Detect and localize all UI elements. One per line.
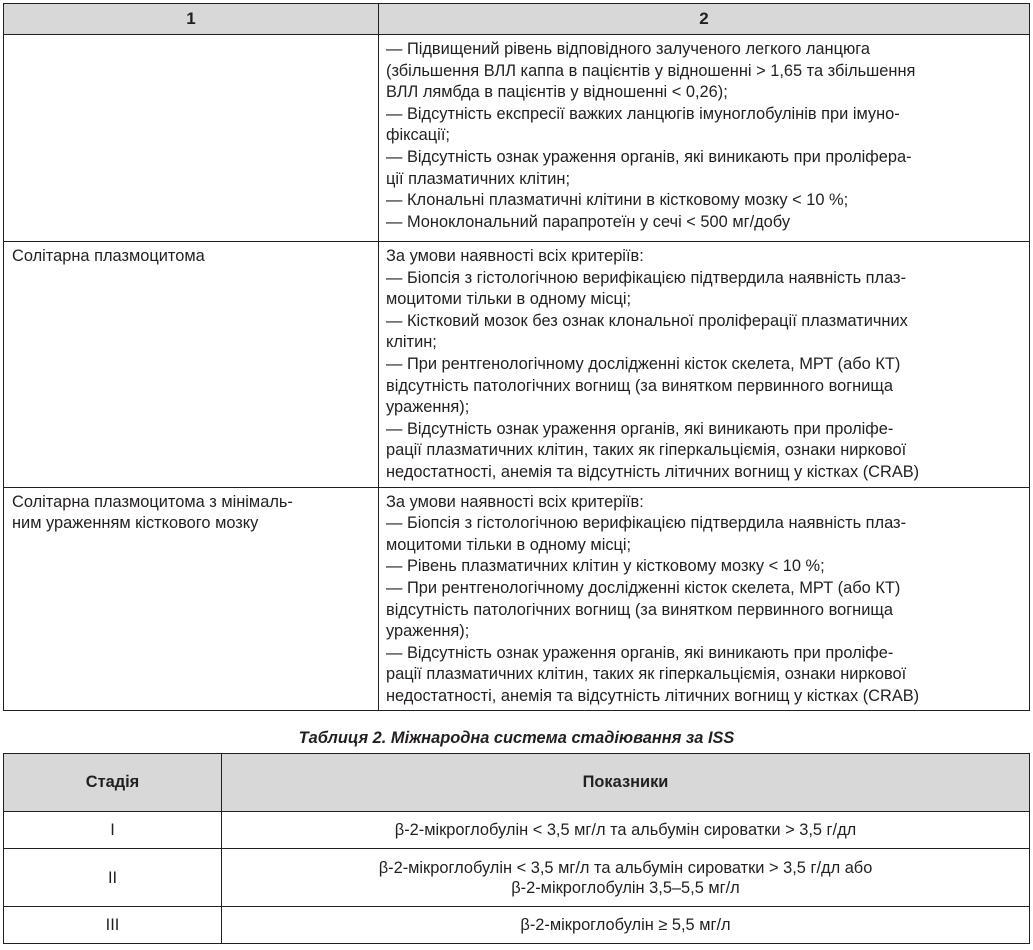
criteria-line: ції плазматичних клітин; xyxy=(386,169,571,188)
criteria-cell xyxy=(379,487,1030,711)
indicator-line: β-2-мікроглобулін < 3,5 мг/л та альбумін сироватки > 3,5 г/дл або xyxy=(378,858,873,877)
criteria-line: — Біопсія з гістологічною верифікацією підтвердила наявність плаз- xyxy=(386,514,907,533)
stage-cell: III xyxy=(4,907,222,944)
criteria-line: фіксації; xyxy=(386,126,450,145)
criteria-line: відсутність патологічних вогнищ (за винятком первинного вогнища xyxy=(386,376,893,395)
criteria-line: — Відсутність ознак ураження органів, які виникають при проліфе- xyxy=(386,419,894,438)
staging-table-row xyxy=(4,907,1030,944)
iss-staging-table xyxy=(3,753,1030,944)
indicator-line: β-2-мікроглобулін < 3,5 мг/л та альбумін сироватки > 3,5 г/дл xyxy=(394,821,857,839)
criteria-line: — Відсутність експресії важких ланцюгів імуноглобулінів при імуно- xyxy=(386,104,900,123)
criteria-line: — Моноклональний парапротеїн у сечі < 500 мг/добу xyxy=(386,212,791,231)
indicators-cell xyxy=(222,812,1030,849)
criteria-line: За умови наявності всіх критеріїв: xyxy=(386,247,644,265)
criteria-line: — Кістковий мозок без ознак клональної проліферації плазматичних xyxy=(386,311,908,330)
condition-cell xyxy=(4,35,379,242)
indicators-cell xyxy=(222,907,1030,944)
criteria-table-header-row xyxy=(4,4,1030,35)
criteria-line: — Підвищений рівень відповідного залученого легкого ланцюга xyxy=(386,40,871,58)
condition-line: Солітарна плазмоцитома з мінімаль- xyxy=(12,492,293,511)
criteria-line: — Відсутність ознак ураження органів, які виникають при проліфера- xyxy=(386,147,912,166)
criteria-line: ураження); xyxy=(386,398,470,417)
criteria-line: — Відсутність ознак ураження органів, які виникають при проліфе- xyxy=(386,643,894,662)
criteria-line: (збільшення ВЛЛ каппа в пацієнтів у відношенні > 1,65 та збільшення xyxy=(386,61,916,80)
criteria-table-row xyxy=(4,487,1030,711)
criteria-line: рації плазматичних клітин, таких як гіперкальціємія, ознаки ниркової xyxy=(386,665,907,684)
criteria-line: недостатності, анемія та відсутність літичних вогнищ у кістках (CRAB) xyxy=(386,686,920,705)
staging-table-header-row xyxy=(4,754,1030,812)
criteria-line: рації плазматичних клітин, таких як гіперкальціємія, ознаки ниркової xyxy=(386,441,907,460)
condition-line: Солітарна плазмоцитома xyxy=(12,247,205,265)
criteria-table-header-col2: 2 xyxy=(379,4,1030,35)
criteria-line: — Біопсія з гістологічною верифікацією підтвердила наявність плаз- xyxy=(386,268,907,287)
criteria-line: моцитоми тільки в одному місці; xyxy=(386,290,632,309)
condition-line: ним ураженням кісткового мозку xyxy=(12,514,259,533)
indicator-line: β-2-мікроглобулін ≥ 5,5 мг/л xyxy=(520,916,731,934)
criteria-line: моцитоми тільки в одному місці; xyxy=(386,535,632,554)
criteria-table-header-col1: 1 xyxy=(4,4,379,35)
criteria-line: відсутність патологічних вогнищ (за винятком первинного вогнища xyxy=(386,600,893,619)
criteria-line: За умови наявності всіх критеріїв: xyxy=(386,492,644,511)
stage-column-header: Стадія xyxy=(4,754,222,812)
condition-cell xyxy=(4,487,379,711)
criteria-table-row xyxy=(4,35,1030,242)
staging-table-row xyxy=(4,812,1030,849)
criteria-line: ВЛЛ лямбда в пацієнтів у відношенні < 0,26); xyxy=(386,83,728,102)
criteria-table-row xyxy=(4,242,1030,488)
criteria-table xyxy=(3,3,1030,711)
indicators-cell xyxy=(222,849,1030,907)
criteria-line: — Рівень плазматичних клітин у кістковому мозку < 10 %; xyxy=(386,557,825,576)
criteria-line: — При рентгенологічному дослідженні кісток скелета, МРТ (або КТ) xyxy=(386,354,901,373)
criteria-line: ураження); xyxy=(386,622,470,641)
criteria-cell xyxy=(379,242,1030,488)
staging-table-row xyxy=(4,849,1030,907)
criteria-line: клітин; xyxy=(386,333,437,352)
criteria-line: — Клональні плазматичні клітини в кістковому мозку < 10 %; xyxy=(386,191,849,210)
stage-cell: II xyxy=(4,849,222,907)
indicator-line: β-2-мікроглобулін 3,5–5,5 мг/л xyxy=(511,878,740,897)
indicators-column-header: Показники xyxy=(222,754,1030,812)
staging-table-caption: Таблиця 2. Міжнародна система стадіювання за ISS xyxy=(298,729,735,747)
condition-cell xyxy=(4,242,379,488)
criteria-line: недостатності, анемія та відсутність літичних вогнищ у кістках (CRAB) xyxy=(386,462,920,481)
criteria-line: — При рентгенологічному дослідженні кісток скелета, МРТ (або КТ) xyxy=(386,578,901,597)
stage-cell: I xyxy=(4,812,222,849)
criteria-cell xyxy=(379,35,1030,242)
